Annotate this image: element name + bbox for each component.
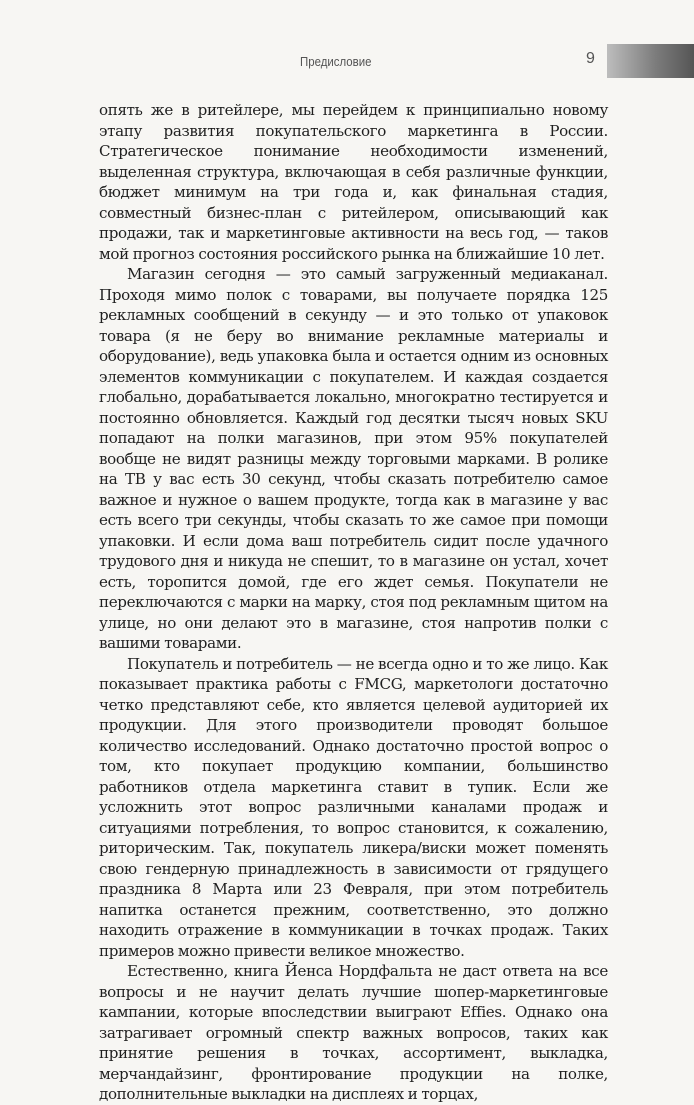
paragraph-store-media-channel: Магазин сегодня — это самый загруженный медиаканал. Проходя мимо полок с товарами, вы получаете порядка 125 рекламных сообщений в секунду — и это только от упаковок товара (я не беру во внимание рекламные материалы и оборудование), ведь упаковка была и остается одним из основных элементов коммуникации с покупателем. И каждая создается глобально, дорабатывается локально, многократно тестируется и постоянно обновляется. Каждый год десятки тысяч новых SKU попадают на полки магазинов, при этом 95% покупателей вообще не видят разницы между торговыми марками. В ролике на ТВ у вас есть 30 секунд, чтобы сказать потребителю самое важное и нужное о вашем продукте, тогда как в магазине у вас есть всего три секунды, чтобы сказать то же самое при помощи упаковки. И если дома ваш потребитель сидит после удачного трудового дня и никуда не спешит, то в магазине он устал, хочет есть, торопится домой, где его ждет семья. Покупатели не переключаются с марки на марку, стоя под рекламным щитом на улице, но они делают это в магазине, стоя напротив полки с вашими товарами.	[99, 265, 608, 652]
paragraph-nordfalt-book: Естественно, книга Йенса Нордфальта не даст ответа на все вопросы и не научит делать лучшие шопер-маркетинговые кампании, которые впоследствии выиграют Effies. Однако она затрагивает огромный спектр важных вопросов, таких как принятие решения в точках, ассортимент, выкладка, мерчандайзинг, фронтирование продукции на полке, дополнительные выкладки на дисплеях и торцах,	[99, 962, 608, 1103]
chapter-tab-decoration	[607, 44, 694, 78]
page-header	[0, 44, 694, 84]
page-body	[99, 100, 608, 1105]
paragraph-shopper-vs-consumer: Покупатель и потребитель — не всегда одно и то же лицо. Как показывает практика работы с FMCG, маркетологи достаточно четко представляют себе, кто является целевой аудиторией их продукции. Для этого производители проводят большое количество исследований. Однако достаточно простой вопрос о том, кто покупает продукцию компании, большинство работников отдела маркетинга ставит в тупик. Если же усложнить этот вопрос различными каналами продаж и ситуациями потребления, то вопрос становится, к сожалению, риторическим. Так, покупатель ликера/виски может поменять свою гендерную принадлежность в зависимости от грядущего праздника 8 Марта или 23 Февраля, при этом потребитель напитка останется прежним, соответственно, это должно находить отражение в коммуникации в точках продаж. Таких примеров можно привести великое множество.	[99, 654, 608, 960]
running-title: Предисловие	[300, 54, 372, 69]
page-number: 9	[586, 50, 595, 67]
paragraph-continuation: опять же в ритейлере, мы перейдем к принципиально новому этапу развития покупательского маркетинга в России. Стратегическое понимание необходимости изменений, выделенная структура, включающая в себя различные функции, бюджет минимум на три года и, как финальная стадия, совместный бизнес-план с ритейлером, описывающий как продажи, так и маркетинговые активности на весь год, — таков мой прогноз состояния российского рынка на ближайшие 10 лет.	[99, 101, 608, 263]
